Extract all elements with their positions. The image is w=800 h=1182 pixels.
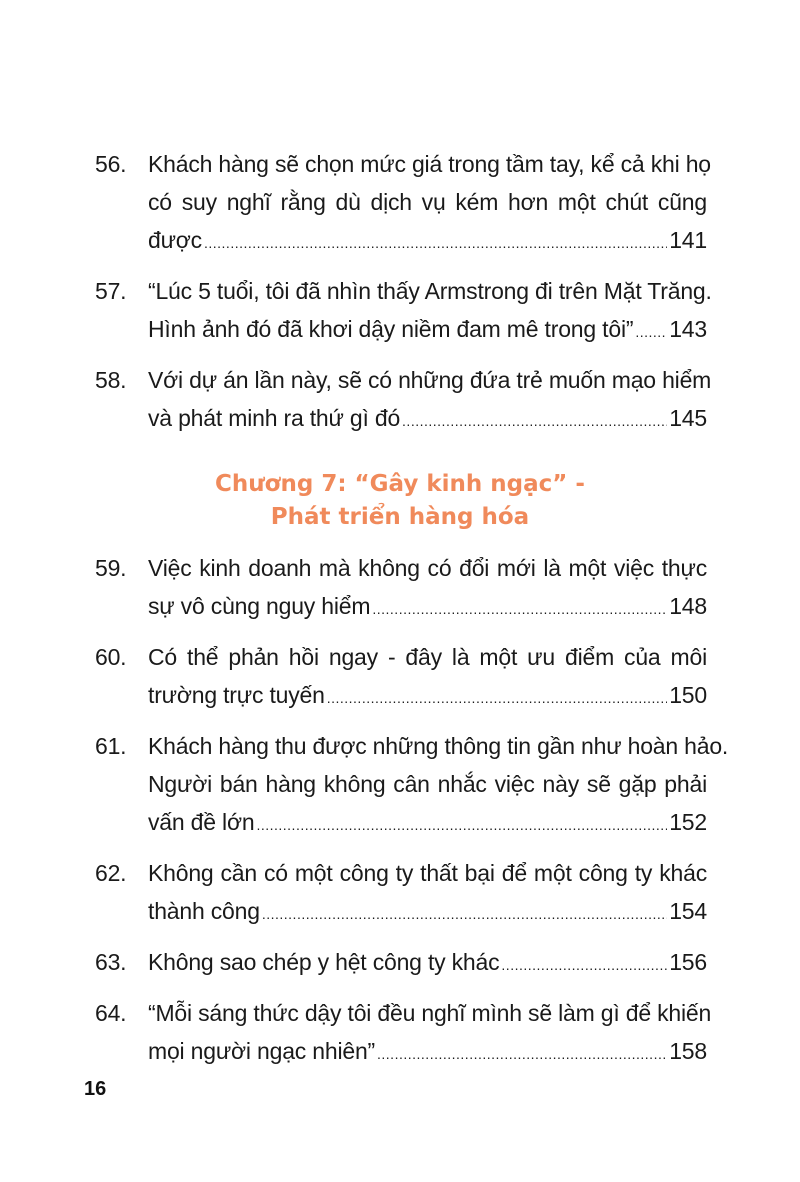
toc-entry-62 xyxy=(95,854,707,933)
toc-entry-59 xyxy=(95,549,707,628)
toc-entry-58 xyxy=(95,361,712,440)
entry-number: 56. xyxy=(95,151,127,177)
entry-number: 61. xyxy=(95,733,127,759)
toc-entry-60 xyxy=(95,638,707,717)
entry-number: 58. xyxy=(95,367,127,393)
entry-text-last: sự vô cùng nguy hiểm xyxy=(148,593,371,619)
toc-section-before xyxy=(95,145,712,440)
toc-entry-56 xyxy=(95,145,711,262)
entry-number: 60. xyxy=(95,644,127,670)
entry-text-last: và phát minh ra thứ gì đó xyxy=(148,405,401,431)
chapter-heading xyxy=(0,468,800,534)
entry-number: 63. xyxy=(95,949,127,975)
dot-leader xyxy=(256,806,667,844)
entry-text-last: Hình ảnh đó đã khơi dậy niềm đam mê trong tôi” xyxy=(148,316,634,342)
entry-number: 64. xyxy=(95,1000,127,1026)
entry-text-last: được xyxy=(148,227,202,253)
entry-page-number: 150 xyxy=(669,682,707,708)
entry-number: 59. xyxy=(95,555,127,581)
entry-page-number: 143 xyxy=(669,316,707,342)
entry-text-last: vấn đề lớn xyxy=(148,809,255,835)
dot-leader xyxy=(327,679,668,717)
chapter-title-line-2: Phát triển hàng hóa xyxy=(270,504,530,530)
entry-page-number: 152 xyxy=(669,809,707,835)
dot-leader xyxy=(372,590,667,628)
dot-leader xyxy=(402,402,667,440)
dot-leader xyxy=(377,1035,667,1073)
entry-text-line: có suy nghĩ rằng dù dịch vụ kém hơn một chút cũng xyxy=(148,189,707,215)
entry-text-line: Khách hàng sẽ chọn mức giá trong tầm tay, kể cả khi họ xyxy=(148,151,711,177)
entry-page-number: 156 xyxy=(669,949,707,975)
entry-page-number: 154 xyxy=(669,898,707,924)
entry-page-number: 145 xyxy=(669,405,707,431)
toc-entry-57 xyxy=(95,272,712,351)
dot-leader xyxy=(204,224,667,262)
toc-entry-61 xyxy=(95,727,729,844)
entry-text-line: Việc kinh doanh mà không có đổi mới là một việc thực xyxy=(148,555,707,581)
entry-text-line: “Mỗi sáng thức dậy tôi đều nghĩ mình sẽ làm gì để khiến xyxy=(148,1000,712,1026)
dot-leader xyxy=(635,313,667,351)
entry-text-last: trường trực tuyến xyxy=(148,682,325,708)
entry-text-line: “Lúc 5 tuổi, tôi đã nhìn thấy Armstrong đi trên Mặt Trăng. xyxy=(148,278,712,304)
entry-text-last: thành công xyxy=(148,898,260,924)
entry-page-number: 158 xyxy=(669,1038,707,1064)
entry-page-number: 141 xyxy=(669,227,707,253)
dot-leader xyxy=(501,946,667,984)
entry-text-line: Có thể phản hồi ngay - đây là một ưu điểm của môi xyxy=(148,644,707,670)
entry-page-number: 148 xyxy=(669,593,707,619)
entry-number: 62. xyxy=(95,860,127,886)
entry-text-line: Không cần có một công ty thất bại để một công ty khác xyxy=(148,860,707,886)
entry-text-line: Khách hàng thu được những thông tin gần như hoàn hảo. xyxy=(148,733,729,759)
entry-text-line: Với dự án lần này, sẽ có những đứa trẻ muốn mạo hiểm xyxy=(148,367,712,393)
chapter-title-line-1: Chương 7: “Gây kinh ngạc” - xyxy=(215,471,585,497)
entry-number: 57. xyxy=(95,278,127,304)
page-number: 16 xyxy=(84,1078,107,1100)
entry-text-last: mọi người ngạc nhiên” xyxy=(148,1038,376,1064)
entry-text-line: Người bán hàng không cân nhắc việc này sẽ gặp phải xyxy=(148,771,707,797)
dot-leader xyxy=(262,895,667,933)
toc-section-after xyxy=(95,549,729,1073)
toc-entry-64 xyxy=(95,994,712,1073)
entry-text-last: Không sao chép y hệt công ty khác xyxy=(148,949,500,975)
toc-entry-63 xyxy=(95,943,707,984)
